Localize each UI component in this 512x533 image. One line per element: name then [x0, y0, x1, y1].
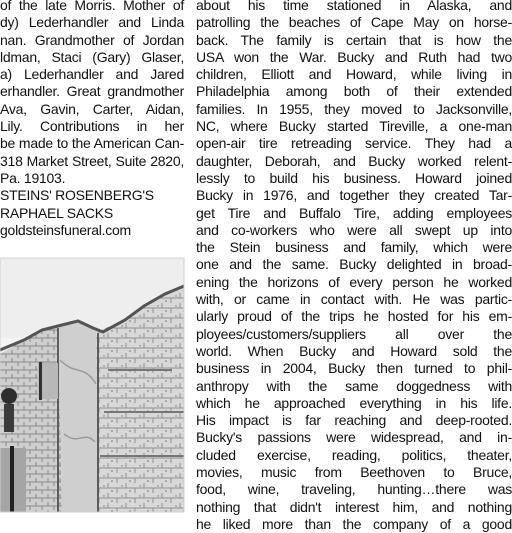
- left-line: 318 Market Street, Suite 2820,: [0, 152, 184, 169]
- funeral-home-name-line: STEINS' ROSENBERG'S: [0, 187, 154, 204]
- right-line: world. When Bucky and Howard sold the: [196, 342, 512, 359]
- right-line: and co-workers who were all swept up into: [196, 221, 512, 238]
- stone-wall-photo: [0, 258, 184, 512]
- left-obituary-column: [0, 0, 184, 239]
- right-line: get Tire and Buffalo Tire, adding employees: [196, 204, 512, 221]
- right-line: USA won the War. Bucky and Ruth had two: [196, 48, 512, 65]
- left-line: Pa. 19103.: [0, 169, 66, 186]
- right-line: which he approached everything in his life.: [196, 394, 512, 411]
- right-line: back. The family is certain that is how the: [196, 31, 512, 48]
- right-line: business in 2004, Bucky then turned to phil-: [196, 360, 512, 377]
- stone-wall-photo-icon: [0, 258, 184, 512]
- right-line: children, Elliott and Howard, while living in: [196, 66, 512, 83]
- right-line: daughter, Deborah, and Bucky worked relent-: [196, 152, 512, 169]
- right-line: open-air tire retreading service. They had a: [196, 135, 512, 152]
- left-line: erhandler. Great grandmother: [0, 83, 184, 100]
- right-line: ularly proud of the trips he hosted for his em-: [196, 308, 512, 325]
- left-line: a) Lederhandler and Jared: [0, 66, 184, 83]
- right-line: with, or came in contact with. He was partic-: [196, 291, 512, 308]
- right-line: Bucky in 1976, and together they created Tar-: [196, 187, 512, 204]
- left-line: Ava, Gavin, Carter, Aidan,: [0, 100, 184, 117]
- right-line: anthropy with the same doggedness with: [196, 377, 512, 394]
- right-obituary-column: [196, 0, 512, 533]
- left-line: dy) Lederhandler and Linda: [0, 14, 184, 31]
- right-line: nothing that didn't interest him, and nothing: [196, 498, 512, 515]
- funeral-home-website-link[interactable]: goldsteinsfuneral.com: [0, 221, 131, 238]
- funeral-home-name-line: RAPHAEL SACKS: [0, 204, 113, 221]
- right-line: lessly to build his business. Howard joined: [196, 169, 512, 186]
- right-line: one and the same. Bucky delighted in broad-: [196, 256, 512, 273]
- right-line: cluded exercise, reading, politics, theater,: [196, 446, 512, 463]
- left-line: Lily. Contributions in her: [0, 118, 184, 135]
- right-line: patrolling the beaches of Cape May on horse-: [196, 14, 512, 31]
- right-line: movies, music from Beethoven to Bruce,: [196, 464, 512, 481]
- right-line: His impact is far reaching and deep-rooted.: [196, 412, 512, 429]
- right-line: Bucky's passions were widespread, and in-: [196, 429, 512, 446]
- left-line: of the late Morris. Mother of: [0, 0, 184, 13]
- right-line: families. In 1955, they moved to Jacksonville,: [196, 100, 512, 117]
- right-line: NC, where Bucky started Tireville, a one-man: [196, 118, 512, 135]
- right-line: food, wine, traveling, hunting…there was: [196, 481, 512, 498]
- right-line: about his time stationed in Alaska, and: [196, 0, 512, 13]
- right-line: Philadelphia among both of their extended: [196, 83, 512, 100]
- left-line: be made to the American Can-: [0, 135, 184, 152]
- left-line: nan. Grandmother of Jordan: [0, 31, 184, 48]
- left-line: ldman, Staci (Gary) Glaser,: [0, 48, 184, 65]
- right-line: ening the horizons of every person he worked: [196, 273, 512, 290]
- right-line: he liked more than the company of a good: [196, 515, 512, 532]
- right-line: the Stein business and family, which were: [196, 239, 512, 256]
- right-line: ployees/customers/suppliers all over the: [196, 325, 512, 342]
